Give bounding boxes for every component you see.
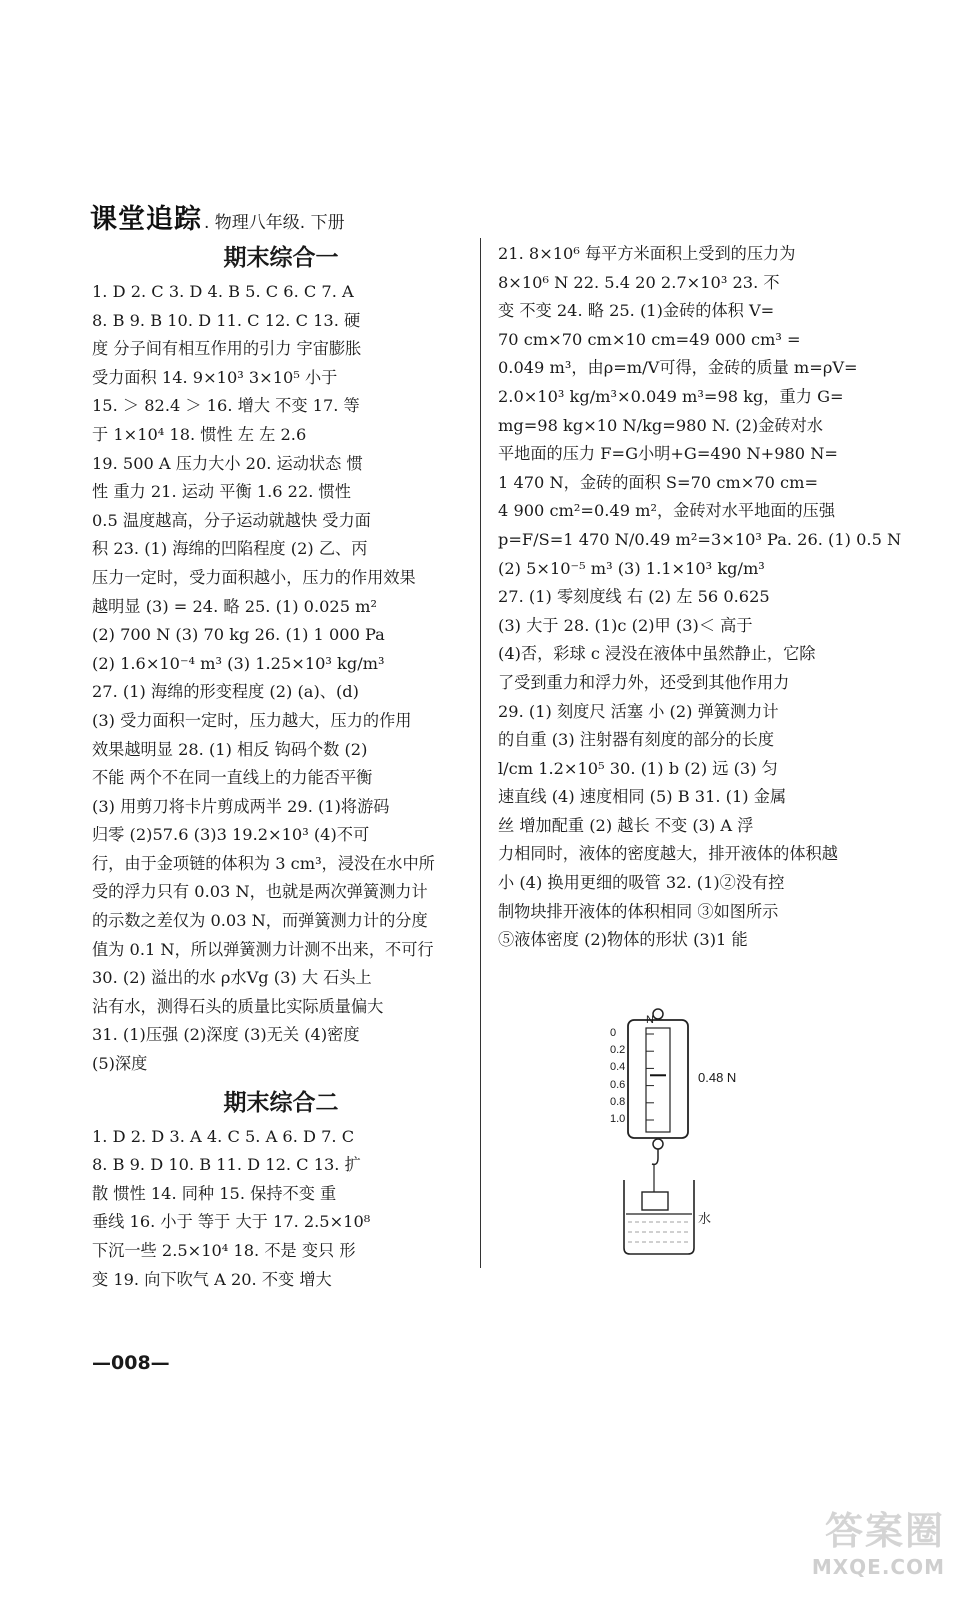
answer-line: 于 1×10⁴ 18. 惯性 左 左 2.6 (92, 424, 307, 444)
answer-line: 8. B 9. B 10. D 11. C 12. C 13. 硬 (92, 310, 361, 330)
answer-line: l/cm 1.2×10⁵ 30. (1) b (2) 远 (3) 匀 (498, 758, 778, 778)
answer-line: 0.049 m³，由ρ=m/V可得，金砖的质量 m=ρV= (498, 358, 858, 378)
spring-scale-diagram (606, 1008, 776, 1268)
answer-line: (2) 5×10⁻⁵ m³ (3) 1.1×10³ kg/m³ (498, 558, 765, 578)
answer-line: 8×10⁶ N 22. 5.4 20 2.7×10³ 23. 不 (498, 272, 780, 292)
answer-line: 性 重力 21. 运动 平衡 1.6 22. 惯性 (92, 482, 351, 502)
answer-line: 下沉一些 2.5×10⁴ 18. 不是 变只 形 (92, 1241, 356, 1260)
brand-logo: 课堂追踪 (90, 204, 202, 235)
answer-line: 1 470 N，金砖的面积 S=70 cm×70 cm= (498, 472, 819, 492)
book-header (90, 200, 345, 236)
answer-line: (5)深度 (92, 1054, 148, 1074)
left-column (92, 236, 470, 1294)
answer-line: (3) 用剪刀将卡片剪成两半 29. (1)将游码 (92, 796, 390, 816)
answer-line: 的示数之差仅为 0.03 N，而弹簧测力计的分度 (92, 911, 428, 931)
answer-line: 积 23. (1) 海绵的凹陷程度 (2) 乙、丙 (92, 539, 368, 559)
answer-line: (3) 受力面积一定时，压力越大，压力的作用 (92, 710, 412, 730)
book-subtitle: . 物理八年级. 下册 (204, 213, 345, 233)
answer-line: 平地面的压力 F=G小明+G=490 N+980 N= (498, 444, 838, 464)
answer-line: 27. (1) 海绵的形变程度 (2) (a)、(d) (92, 682, 359, 702)
scale-tick-label: 0 (610, 1027, 617, 1039)
answer-line: 压力一定时，受力面积越小，压力的作用效果 (92, 567, 416, 587)
answer-line: (2) 700 N (3) 70 kg 26. (1) 1 000 Pa (92, 625, 385, 645)
answer-line: 70 cm×70 cm×10 cm=49 000 cm³ = (498, 329, 801, 349)
answer-line: 制物块排开液体的体积相同 ③如图所示 (498, 901, 779, 921)
answer-line: 2.0×10³ kg/m³×0.049 m³=98 kg，重力 G= (498, 386, 844, 406)
answer-line: 变 19. 向下吹气 A 20. 不变 增大 (92, 1269, 332, 1289)
scale-tick-label: 0.4 (610, 1061, 626, 1074)
scale-tick-label: 1.0 (610, 1113, 626, 1125)
answer-line: (4)否，彩球 c 浸没在液体中虽然静止，它除 (498, 644, 816, 664)
answer-line: 变 不变 24. 略 25. (1)金砖的体积 V= (498, 301, 775, 321)
answer-line: 度 分子间有相互作用的引力 宇宙膨胀 (92, 339, 362, 359)
watermark (812, 1500, 945, 1579)
answer-line: 垂线 16. 小于 等于 大于 17. 2.5×10⁸ (92, 1212, 371, 1232)
answer-line: 丝 增加配重 (2) 越长 不变 (3) A 浮 (498, 815, 754, 835)
answer-line: 21. 8×10⁶ 每平方米面积上受到的压力为 (498, 244, 796, 263)
answer-line: 了受到重力和浮力外，还受到其他作用力 (498, 672, 790, 692)
answer-line: 效果越明显 28. (1) 相反 钩码个数 (2) (92, 739, 368, 759)
water-label: 水 (698, 1211, 712, 1226)
answer-line: 越明显 (3) = 24. 略 25. (1) 0.025 m² (92, 596, 378, 616)
answer-line: 沾有水，测得石头的质量比实际质量偏大 (92, 996, 384, 1016)
section-1-answers (92, 278, 470, 1079)
answer-line: 归零 (2)57.6 (3)3 19.2×10³ (4)不可 (92, 825, 370, 845)
answer-line: 15. ＞ 82.4 ＞ 16. 增大 不变 17. 等 (92, 396, 360, 416)
reading-label: 0.48 N (698, 1070, 737, 1085)
answer-line: 1. D 2. C 3. D 4. B 5. C 6. C 7. A (92, 282, 354, 301)
scale-tick-label: 0.2 (610, 1044, 626, 1057)
answer-line: 4 900 cm²=0.49 m²，金砖对水平地面的压强 (498, 501, 836, 521)
section-title-1: 期末综合一 (223, 245, 339, 271)
answer-line: 29. (1) 刻度尺 活塞 小 (2) 弹簧测力计 (498, 701, 779, 721)
answer-line: (3) 大于 28. (1)c (2)甲 (3)＜ 高于 (498, 615, 753, 635)
answer-line: 的自重 (3) 注射器有刻度的部分的长度 (498, 730, 775, 750)
column-divider (480, 238, 481, 1268)
section-title-2: 期末综合二 (223, 1089, 339, 1116)
answer-line: 31. (1)压强 (2)深度 (3)无关 (4)密度 (92, 1025, 360, 1045)
answer-line: 行，由于金项链的体积为 3 cm³，浸没在水中所 (92, 853, 435, 873)
answer-line: mg=98 kg×10 N/kg=980 N. (2)金砖对水 (498, 415, 823, 435)
answer-line: 小 (4) 换用更细的吸管 32. (1)②没有控 (498, 873, 785, 893)
answer-line: 值为 0.1 N，所以弹簧测力计测不出来，不可行 (92, 939, 434, 959)
answer-line: 力相同时，液体的密度越大，排开液体的体积越 (498, 844, 838, 864)
page-number: —008— (92, 1352, 170, 1374)
watermark-logo: 答案圈 (824, 1509, 945, 1553)
right-column (498, 240, 902, 955)
right-answers (498, 240, 902, 955)
answer-line: 0.5 温度越高，分子运动就越快 受力面 (92, 510, 371, 530)
answer-line: 受的浮力只有 0.03 N，也就是两次弹簧测力计 (92, 882, 428, 902)
answer-line: 速直线 (4) 速度相同 (5) B 31. (1) 金属 (498, 787, 787, 807)
scale-tick-label: 0.8 (610, 1095, 626, 1108)
answer-line: 19. 500 A 压力大小 20. 运动状态 惯 (92, 453, 363, 473)
spring-scale-figure (606, 1008, 776, 1268)
answer-line: 30. (2) 溢出的水 ρ水Vg (3) 大 石头上 (92, 968, 372, 988)
watermark-site: MXQE.COM (811, 1555, 945, 1579)
answer-line: 不能 两个不在同一直线上的力能否平衡 (92, 768, 373, 788)
answer-line: 27. (1) 零刻度线 右 (2) 左 56 0.625 (498, 587, 770, 607)
answer-line: (2) 1.6×10⁻⁴ m³ (3) 1.25×10³ kg/m³ (92, 653, 385, 673)
answer-line: 受力面积 14. 9×10³ 3×10⁵ 小于 (92, 367, 338, 387)
answer-line: 1. D 2. D 3. A 4. C 5. A 6. D 7. C (92, 1126, 355, 1146)
section-2-answers (92, 1123, 470, 1295)
answer-line: p=F/S=1 470 N/0.49 m²=3×10³ Pa. 26. (1) 0.5 N (498, 529, 902, 549)
answer-line: 散 惯性 14. 同种 15. 保持不变 重 (92, 1183, 337, 1203)
answer-line: ⑤液体密度 (2)物体的形状 (3)1 能 (498, 930, 748, 950)
unit-label: N (646, 1014, 654, 1026)
scale-tick-label: 0.6 (610, 1078, 626, 1091)
answer-line: 8. B 9. D 10. B 11. D 12. C 13. 扩 (92, 1155, 361, 1175)
